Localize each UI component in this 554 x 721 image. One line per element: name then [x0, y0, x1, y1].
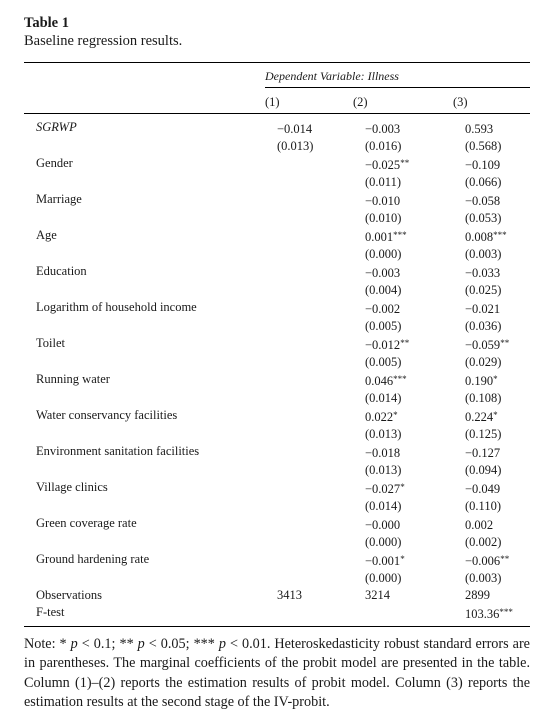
standard-error-cell: [365, 570, 465, 587]
coefficient-cell: [465, 227, 542, 246]
coefficient-cell: [365, 551, 465, 570]
standard-error-cell-value: (0.010): [365, 211, 402, 225]
coefficient-cell: [465, 191, 542, 210]
coefficient-cell: [365, 227, 465, 246]
row-label-empty: [24, 174, 277, 191]
coefficient-cell-value: −0.127: [465, 446, 501, 460]
coefficient-cell: [365, 263, 465, 282]
row-label: [24, 227, 277, 246]
standard-error-cell: [465, 426, 542, 443]
row-label-value: Toilet: [36, 336, 65, 350]
table-row: [24, 551, 542, 570]
coefficient-cell: [365, 335, 465, 354]
coefficient-cell-value: 0.001: [365, 230, 394, 244]
standard-error-cell: [365, 210, 465, 227]
standard-error-cell-value: (0.016): [365, 139, 402, 153]
standard-error-cell: [465, 210, 542, 227]
row-label: [24, 191, 277, 210]
table-row: [24, 191, 542, 210]
coefficient-cell: [365, 119, 465, 138]
coefficient-cell-stars: *: [393, 410, 398, 420]
coefficient-cell-value: −0.000: [365, 518, 401, 532]
row-label-empty: [24, 210, 277, 227]
ftest-cell: [277, 604, 365, 623]
coefficient-cell: [365, 515, 465, 534]
observations-cell-value: 3413: [277, 588, 302, 602]
standard-error-cell: [465, 534, 542, 551]
standard-error-cell: [465, 318, 542, 335]
coefficient-cell: [465, 407, 542, 426]
note-sig3-p: p: [218, 636, 226, 652]
row-label-value: Water conservancy facilities: [36, 408, 178, 422]
standard-error-cell: [365, 498, 465, 515]
coefficient-cell-value: 0.593: [465, 122, 494, 136]
coefficient-cell: [277, 335, 365, 354]
coefficient-cell-stars: *: [493, 410, 498, 420]
standard-error-cell-value: (0.108): [465, 391, 502, 405]
coefficient-cell-value: −0.001: [365, 554, 401, 568]
row-label: [24, 119, 277, 138]
row-label-empty: [24, 390, 277, 407]
note-sig2-rest: < 0.05;: [144, 636, 194, 652]
row-label-empty: [24, 354, 277, 371]
ftest-row: [24, 604, 542, 623]
coefficient-cell-value: −0.018: [365, 446, 401, 460]
coefficient-cell: [465, 515, 542, 534]
row-label: [24, 155, 277, 174]
coefficient-cell: [465, 443, 542, 462]
standard-error-cell-value: (0.000): [365, 247, 402, 261]
observations-label: [24, 587, 277, 604]
row-label-value: Education: [36, 264, 87, 278]
coefficient-cell: [465, 371, 542, 390]
standard-error-cell: [277, 210, 365, 227]
row-label-value: Running water: [36, 372, 110, 386]
coefficient-cell-stars: **: [400, 338, 410, 348]
standard-error-cell-value: (0.036): [465, 319, 502, 333]
row-label-value: Gender: [36, 156, 73, 170]
table-row: [24, 515, 542, 534]
note-sig2-p: p: [137, 636, 145, 652]
coefficient-cell: [465, 299, 542, 318]
coefficient-cell-value: −0.059: [465, 338, 501, 352]
column-headers: [24, 91, 530, 113]
coefficient-cell-stars: **: [400, 158, 410, 168]
standard-error-cell: [465, 498, 542, 515]
standard-error-cell-value: (0.094): [465, 463, 502, 477]
coefficient-cell-stars: *: [400, 482, 405, 492]
table-row: [24, 443, 542, 462]
standard-error-cell-value: (0.013): [365, 427, 402, 441]
coefficient-cell: [277, 119, 365, 138]
row-label: [24, 335, 277, 354]
standard-error-cell-value: (0.053): [465, 211, 502, 225]
dependent-variable-label: Dependent Variable: Illness: [265, 69, 399, 83]
coefficient-cell-value: −0.021: [465, 302, 501, 316]
row-label: [24, 515, 277, 534]
coefficient-cell: [365, 407, 465, 426]
note-prefix: Note:: [24, 636, 60, 652]
row-label-empty: [24, 282, 277, 299]
bottom-rule: [24, 626, 530, 627]
table-row-se: [24, 354, 542, 371]
row-label: [24, 299, 277, 318]
coefficient-cell-stars: *: [493, 374, 498, 384]
table-row-se: [24, 534, 542, 551]
standard-error-cell: [365, 246, 465, 263]
table-row: [24, 263, 542, 282]
table-row: [24, 299, 542, 318]
standard-error-cell-value: (0.125): [465, 427, 502, 441]
standard-error-cell: [365, 426, 465, 443]
standard-error-cell: [277, 318, 365, 335]
coefficient-cell: [365, 479, 465, 498]
row-label-value: Ground hardening rate: [36, 552, 150, 566]
standard-error-cell-value: (0.004): [365, 283, 402, 297]
standard-error-cell: [277, 570, 365, 587]
coefficient-cell: [277, 371, 365, 390]
standard-error-cell-value: (0.568): [465, 139, 502, 153]
coefficient-cell: [277, 407, 365, 426]
standard-error-cell: [277, 174, 365, 191]
row-label-empty: [24, 426, 277, 443]
table-row-se: [24, 570, 542, 587]
table-row: [24, 479, 542, 498]
column-header-2: (2): [353, 95, 368, 109]
observations-cell: [365, 587, 465, 604]
coefficient-cell: [277, 551, 365, 570]
row-label-empty: [24, 138, 277, 155]
row-label-value: SGRWP: [36, 120, 77, 134]
coefficient-cell-value: −0.006: [465, 554, 501, 568]
standard-error-cell: [365, 318, 465, 335]
standard-error-cell-value: (0.013): [365, 463, 402, 477]
note-body: Heteroskedasticity robust standard errors are in parentheses. The marginal coefficients of the probit model are presented in the table. Column (1)–(2) reports the estimation results of probit model. Column (3) reports the estimation results at the second stage of the IV-probit.: [24, 636, 530, 710]
standard-error-cell-value: (0.000): [365, 535, 402, 549]
row-label: [24, 263, 277, 282]
table-row-se: [24, 174, 542, 191]
table-row-se: [24, 210, 542, 227]
standard-error-cell-value: (0.003): [465, 247, 502, 261]
note-sig2-stars: **: [119, 636, 134, 652]
table-row: [24, 407, 542, 426]
coefficient-cell-value: −0.010: [365, 194, 401, 208]
coefficient-cell-value: −0.012: [365, 338, 401, 352]
coefficient-cell: [277, 191, 365, 210]
row-label-empty: [24, 570, 277, 587]
coefficient-cell: [465, 155, 542, 174]
column-header-3: (3): [453, 95, 468, 109]
coefficient-cell-value: 0.008: [465, 230, 494, 244]
standard-error-cell: [277, 138, 365, 155]
row-label-value: Logarithm of household income: [36, 300, 197, 314]
table-row-se: [24, 282, 542, 299]
row-label-value: Village clinics: [36, 480, 108, 494]
standard-error-cell: [277, 426, 365, 443]
standard-error-cell: [365, 138, 465, 155]
standard-error-cell-value: (0.025): [465, 283, 502, 297]
standard-error-cell: [365, 174, 465, 191]
row-label-empty: [24, 318, 277, 335]
row-label-value: Age: [36, 228, 57, 242]
coefficient-cell-value: −0.003: [365, 266, 401, 280]
standard-error-cell: [277, 246, 365, 263]
standard-error-cell-value: (0.013): [277, 139, 314, 153]
standard-error-cell: [465, 354, 542, 371]
note-sig3-rest: < 0.01.: [225, 636, 275, 652]
standard-error-cell-value: (0.005): [365, 355, 402, 369]
ftest-cell-stars: ***: [499, 607, 513, 617]
standard-error-cell-value: (0.002): [465, 535, 502, 549]
standard-error-cell: [277, 498, 365, 515]
standard-error-cell-value: (0.011): [365, 175, 401, 189]
coefficient-cell-value: −0.049: [465, 482, 501, 496]
results-table: [24, 119, 542, 623]
observations-label-value: Observations: [36, 588, 102, 602]
standard-error-cell: [365, 390, 465, 407]
table-caption: Baseline regression results.: [24, 33, 183, 49]
coefficient-cell-value: −0.025: [365, 158, 401, 172]
table-row-se: [24, 138, 542, 155]
coefficient-cell-value: −0.003: [365, 122, 401, 136]
standard-error-cell: [465, 462, 542, 479]
row-label: [24, 407, 277, 426]
coefficient-cell: [277, 263, 365, 282]
standard-error-cell-value: (0.014): [365, 391, 402, 405]
coefficient-cell: [465, 551, 542, 570]
row-label-value: Marriage: [36, 192, 82, 206]
coefficient-cell: [465, 479, 542, 498]
table-note: [24, 635, 530, 712]
table-row: [24, 119, 542, 138]
coefficient-cell-value: −0.058: [465, 194, 501, 208]
standard-error-cell-value: (0.003): [465, 571, 502, 585]
note-sig1-rest: < 0.1;: [77, 636, 120, 652]
standard-error-cell: [365, 534, 465, 551]
standard-error-cell-value: (0.000): [365, 571, 402, 585]
standard-error-cell: [277, 282, 365, 299]
coefficient-cell: [277, 299, 365, 318]
row-label-empty: [24, 462, 277, 479]
coefficient-cell: [277, 443, 365, 462]
table-row: [24, 155, 542, 174]
coefficient-cell-value: 0.224: [465, 410, 494, 424]
coefficient-cell: [277, 479, 365, 498]
standard-error-cell: [465, 282, 542, 299]
coefficient-cell-value: −0.002: [365, 302, 401, 316]
standard-error-cell: [277, 462, 365, 479]
standard-error-cell-value: (0.005): [365, 319, 402, 333]
standard-error-cell: [465, 390, 542, 407]
coefficient-cell-value: 0.002: [465, 518, 494, 532]
coefficient-cell-stars: ***: [393, 374, 407, 384]
coefficient-cell-value: −0.014: [277, 122, 313, 136]
standard-error-cell-value: (0.110): [465, 499, 501, 513]
note-sig3-stars: ***: [193, 636, 215, 652]
coefficient-cell-stars: ***: [393, 230, 407, 240]
observations-row: [24, 587, 542, 604]
row-label: [24, 479, 277, 498]
row-label: [24, 551, 277, 570]
coefficient-cell-value: 0.190: [465, 374, 494, 388]
table-row-se: [24, 318, 542, 335]
coefficient-cell: [277, 515, 365, 534]
column-header-1: (1): [265, 95, 280, 109]
dependent-variable-rule: [265, 87, 530, 88]
ftest-cell-value: 103.36: [465, 607, 500, 621]
table-row-se: [24, 246, 542, 263]
row-label: [24, 443, 277, 462]
row-label-empty: [24, 534, 277, 551]
coefficient-cell-stars: *: [400, 554, 405, 564]
row-label: [24, 371, 277, 390]
observations-cell: [465, 587, 542, 604]
coefficient-cell: [277, 155, 365, 174]
coefficient-cell-stars: ***: [493, 230, 507, 240]
standard-error-cell-value: (0.014): [365, 499, 402, 513]
standard-error-cell: [365, 354, 465, 371]
row-label-value: Environment sanitation facilities: [36, 444, 200, 458]
coefficient-cell-value: 0.022: [365, 410, 394, 424]
note-sig1-stars: *: [59, 636, 67, 652]
coefficient-cell: [465, 263, 542, 282]
coefficient-cell-value: −0.033: [465, 266, 501, 280]
standard-error-cell: [365, 462, 465, 479]
coefficient-cell-stars: **: [500, 338, 510, 348]
standard-error-cell: [465, 138, 542, 155]
observations-cell: [277, 587, 365, 604]
table-row-se: [24, 390, 542, 407]
coefficient-cell: [277, 227, 365, 246]
table-row: [24, 371, 542, 390]
ftest-cell: [365, 604, 465, 623]
coefficient-cell-value: −0.109: [465, 158, 501, 172]
standard-error-cell-value: (0.066): [465, 175, 502, 189]
coefficient-cell-value: 0.046: [365, 374, 394, 388]
ftest-label: [24, 604, 277, 623]
row-label-empty: [24, 246, 277, 263]
table-number: Table 1: [24, 15, 69, 31]
coefficient-cell: [365, 191, 465, 210]
standard-error-cell: [277, 390, 365, 407]
observations-cell-value: 2899: [465, 588, 490, 602]
standard-error-cell: [277, 354, 365, 371]
table-row: [24, 335, 542, 354]
coefficient-cell: [365, 443, 465, 462]
table-container: [24, 14, 530, 712]
coefficient-cell: [365, 371, 465, 390]
note-sig1-p: p: [70, 636, 78, 652]
row-label-empty: [24, 498, 277, 515]
standard-error-cell: [465, 570, 542, 587]
table-row-se: [24, 498, 542, 515]
standard-error-cell: [365, 282, 465, 299]
coefficient-cell-value: −0.027: [365, 482, 401, 496]
standard-error-cell: [465, 246, 542, 263]
standard-error-cell: [465, 174, 542, 191]
coefficient-cell: [365, 155, 465, 174]
ftest-cell: [465, 604, 542, 623]
table-row-se: [24, 426, 542, 443]
table-row-se: [24, 462, 542, 479]
coefficient-cell-stars: **: [500, 554, 510, 564]
coefficient-cell: [365, 299, 465, 318]
coefficient-cell: [465, 119, 542, 138]
standard-error-cell-value: (0.029): [465, 355, 502, 369]
ftest-label-value: F-test: [36, 605, 65, 619]
dependent-variable-header: [24, 63, 530, 91]
observations-cell-value: 3214: [365, 588, 390, 602]
coefficient-cell: [465, 335, 542, 354]
row-label-value: Green coverage rate: [36, 516, 137, 530]
table-row: [24, 227, 542, 246]
standard-error-cell: [277, 534, 365, 551]
